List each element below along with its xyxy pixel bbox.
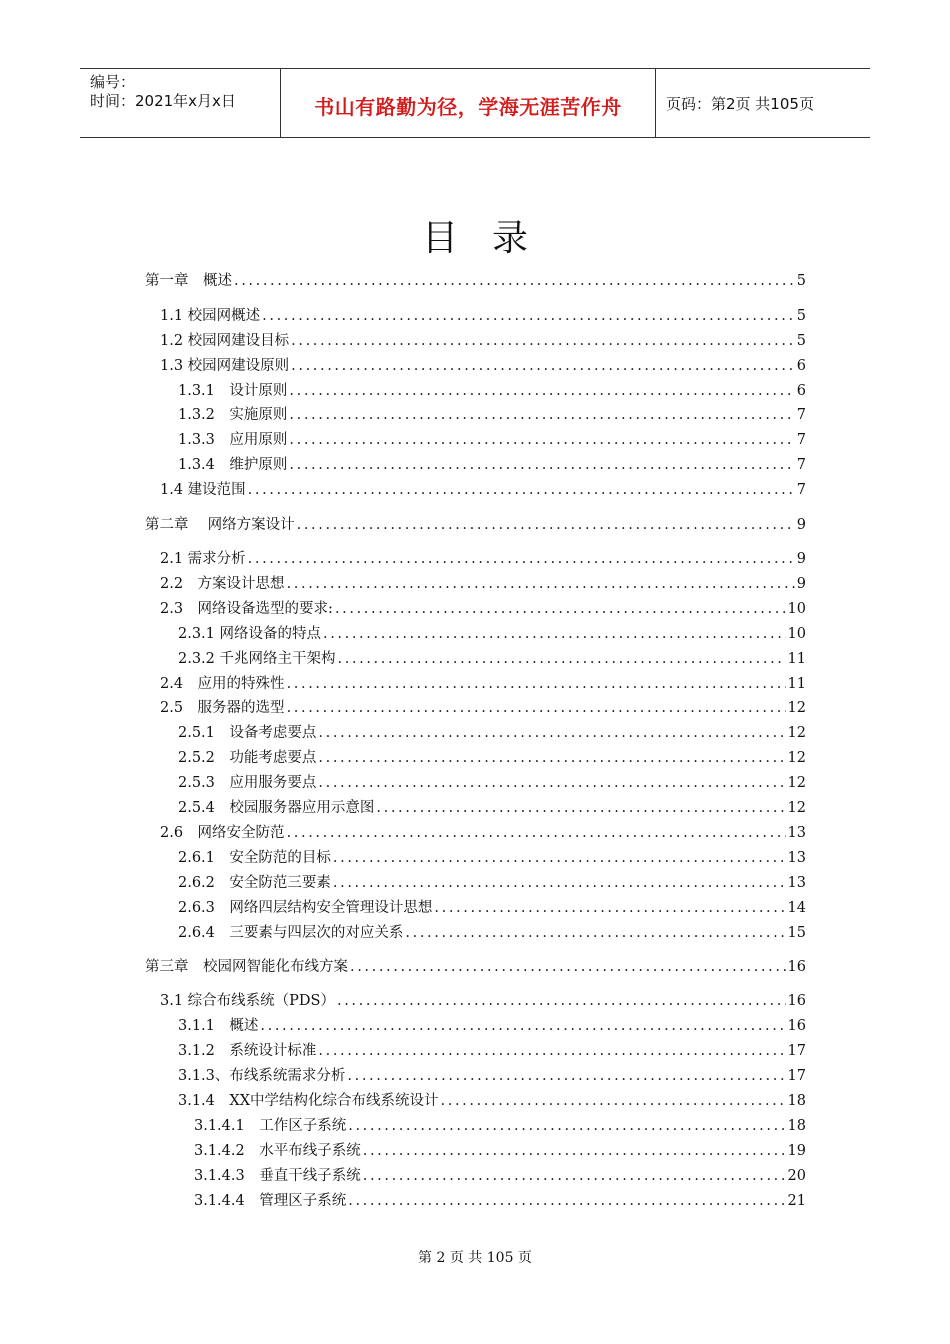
toc-entry-page: 19 <box>787 1143 806 1159</box>
toc-entry-page: 11 <box>787 651 806 667</box>
page-footer: 第 2 页 共 105 页 <box>418 1250 532 1266</box>
toc-leader <box>289 430 794 450</box>
toc-leader <box>441 1091 786 1111</box>
toc-entry-text: 2.5.3 应用服务要点 <box>178 775 317 791</box>
toc-entry-page: 5 <box>796 333 806 349</box>
toc-leader <box>348 1116 785 1136</box>
toc-entry-page: 12 <box>787 800 806 816</box>
toc-entry-page: 9 <box>796 576 806 592</box>
toc-entry-text: 3.1.2 系统设计标准 <box>178 1043 317 1059</box>
toc-entry[interactable] <box>160 549 806 569</box>
toc-entry[interactable] <box>178 773 806 793</box>
toc-entry-text: 2.5 服务器的选型 <box>160 700 285 716</box>
toc-entry[interactable] <box>145 515 806 535</box>
toc-leader <box>333 848 786 868</box>
toc-entry-text: 2.6.4 三要素与四层次的对应关系 <box>178 925 404 941</box>
toc-entry-page: 18 <box>787 1118 806 1134</box>
toc-entry[interactable] <box>178 873 806 893</box>
toc-entry-page: 12 <box>787 700 806 716</box>
toc-entry-page: 7 <box>796 457 806 473</box>
toc-leader <box>291 331 795 351</box>
toc-entry[interactable] <box>178 430 806 450</box>
toc-leader <box>287 574 795 594</box>
toc-entry-page: 16 <box>787 1018 806 1034</box>
toc-leader <box>234 271 795 291</box>
toc-entry[interactable] <box>178 923 806 943</box>
toc-leader <box>363 1141 786 1161</box>
toc-entry[interactable] <box>194 1166 806 1186</box>
toc-entry-text: 3.1.4.2 水平布线子系统 <box>194 1143 361 1159</box>
toc-leader <box>376 798 785 818</box>
toc-entry-page: 21 <box>787 1193 806 1209</box>
toc-entry[interactable] <box>178 898 806 918</box>
toc-entry[interactable] <box>145 271 806 291</box>
toc-entry-text: 第一章 概述 <box>145 273 232 289</box>
toc-entry-page: 5 <box>796 273 806 289</box>
document-number-label: 编号： <box>90 73 136 91</box>
toc-entry-page: 6 <box>796 358 806 374</box>
toc-entry-page: 7 <box>796 407 806 423</box>
toc-entry[interactable] <box>194 1141 806 1161</box>
toc-entry-text: 1.3.1 设计原则 <box>178 383 288 399</box>
toc-entry-page: 9 <box>796 517 806 533</box>
header-page-cell <box>656 69 870 137</box>
header-info-cell <box>80 69 280 137</box>
toc-entry-page: 9 <box>796 551 806 567</box>
toc-entry-text: 2.5.4 校园服务器应用示意图 <box>178 800 375 816</box>
toc-leader <box>333 873 786 893</box>
toc-entry-page: 6 <box>796 383 806 399</box>
toc-leader <box>262 306 795 326</box>
toc-entry-text: 2.6.1 安全防范的目标 <box>178 850 331 866</box>
toc-entry[interactable] <box>178 1041 806 1061</box>
toc-leader <box>323 624 786 644</box>
toc-entry-text: 3.1.4.3 垂直干线子系统 <box>194 1168 361 1184</box>
toc-entry-page: 12 <box>787 725 806 741</box>
toc-leader <box>350 957 786 977</box>
toc-entry-text: 第二章 网络方案设计 <box>145 517 295 533</box>
toc-entry-text: 2.5.1 设备考虑要点 <box>178 725 317 741</box>
toc-entry[interactable] <box>160 698 806 718</box>
toc-entry[interactable] <box>160 574 806 594</box>
toc-entry[interactable] <box>178 405 806 425</box>
toc-entry[interactable] <box>160 991 806 1011</box>
toc-entry[interactable] <box>160 823 806 843</box>
toc-entry-page: 12 <box>787 775 806 791</box>
toc-leader <box>337 991 786 1011</box>
toc-entry-page: 10 <box>787 626 806 642</box>
toc-entry-text: 2.3 网络设备选型的要求: <box>160 601 333 617</box>
toc-entry[interactable] <box>194 1191 806 1211</box>
toc-entry-text: 2.4 应用的特殊性 <box>160 676 285 692</box>
toc-leader <box>287 823 786 843</box>
header-page-info: 页码：第2页 共105页 <box>666 95 814 113</box>
toc-entry-page: 16 <box>787 959 806 975</box>
toc-entry-page: 20 <box>787 1168 806 1184</box>
toc-entry-page: 13 <box>787 825 806 841</box>
toc-leader <box>287 674 786 694</box>
toc-entry-text: 2.6 网络安全防范 <box>160 825 285 841</box>
toc-entry[interactable] <box>160 599 806 619</box>
toc-entry[interactable] <box>160 306 806 326</box>
toc-entry-text: 2.2 方案设计思想 <box>160 576 285 592</box>
toc-entry-text: 3.1 综合布线系统（PDS） <box>160 993 335 1009</box>
toc-entry[interactable] <box>160 480 806 500</box>
toc-leader <box>287 698 786 718</box>
toc-entry-page: 17 <box>787 1043 806 1059</box>
toc-entry-text: 3.1.4 XX中学结构化综合布线系统设计 <box>178 1093 439 1109</box>
toc-entry-page: 17 <box>787 1068 806 1084</box>
page-header <box>80 68 870 138</box>
toc-entry[interactable] <box>178 381 806 401</box>
toc-entry-text: 1.3.4 维护原则 <box>178 457 288 473</box>
toc-entry-page: 13 <box>787 875 806 891</box>
toc-entry-page: 13 <box>787 850 806 866</box>
toc-entry-text: 2.1 需求分析 <box>160 551 246 567</box>
toc-entry[interactable] <box>178 1091 806 1111</box>
toc-entry[interactable] <box>178 624 806 644</box>
page-title: 目录 <box>421 218 562 259</box>
toc-leader <box>347 1066 785 1086</box>
toc-entry[interactable] <box>160 356 806 376</box>
toc-entry-text: 1.3.2 实施原则 <box>178 407 288 423</box>
toc-leader <box>291 356 795 376</box>
toc-entry[interactable] <box>178 798 806 818</box>
header-motto-cell <box>280 69 656 137</box>
toc-entry[interactable] <box>178 455 806 475</box>
toc-entry[interactable] <box>194 1116 806 1136</box>
toc-entry[interactable] <box>178 848 806 868</box>
toc-entry-page: 10 <box>787 601 806 617</box>
toc-entry-text: 2.6.2 安全防范三要素 <box>178 875 331 891</box>
toc-leader <box>348 1191 785 1211</box>
toc-leader <box>248 549 795 569</box>
toc-entry-text: 1.2 校园网建设目标 <box>160 333 290 349</box>
toc-leader <box>318 723 785 743</box>
toc-entry-text: 2.5.2 功能考虑要点 <box>178 750 317 766</box>
toc-leader <box>318 773 785 793</box>
toc-entry[interactable] <box>178 1016 806 1036</box>
toc-entry[interactable] <box>178 1066 806 1086</box>
toc-leader <box>434 898 785 918</box>
toc-leader <box>289 381 794 401</box>
toc-entry[interactable] <box>178 723 806 743</box>
toc-entry-text: 2.3.1 网络设备的特点 <box>178 626 322 642</box>
toc-entry-text: 3.1.4.1 工作区子系统 <box>194 1118 347 1134</box>
toc-entry-text: 1.3 校园网建设原则 <box>160 358 290 374</box>
toc-entry-text: 2.3.2 千兆网络主干架构 <box>178 651 336 667</box>
toc-entry[interactable] <box>160 674 806 694</box>
toc-entry[interactable] <box>178 649 806 669</box>
toc-entry[interactable] <box>160 331 806 351</box>
toc-leader <box>289 405 794 425</box>
toc-entry-page: 7 <box>796 482 806 498</box>
toc-entry-text: 2.6.3 网络四层结构安全管理设计思想 <box>178 900 433 916</box>
toc-leader <box>363 1166 786 1186</box>
toc-entry-text: 1.4 建设范围 <box>160 482 246 498</box>
toc-entry-text: 第三章 校园网智能化布线方案 <box>145 959 348 975</box>
toc-entry-text: 3.1.3、布线系统需求分析 <box>178 1068 346 1084</box>
toc-leader <box>289 455 794 475</box>
toc-leader <box>260 1016 785 1036</box>
toc-leader <box>318 748 785 768</box>
toc-entry-page: 7 <box>796 432 806 448</box>
toc-entry-text: 1.3.3 应用原则 <box>178 432 288 448</box>
toc-entry-text: 1.1 校园网概述 <box>160 308 261 324</box>
toc-entry[interactable] <box>145 957 806 977</box>
toc-leader <box>338 649 786 669</box>
toc-entry-page: 18 <box>787 1093 806 1109</box>
toc-entry-text: 3.1.1 概述 <box>178 1018 259 1034</box>
toc-entry-page: 12 <box>787 750 806 766</box>
document-date: 时间：2021年x月x日 <box>90 92 236 110</box>
toc-entry[interactable] <box>178 748 806 768</box>
toc-leader <box>318 1041 785 1061</box>
toc-entry-text: 3.1.4.4 管理区子系统 <box>194 1193 347 1209</box>
toc-leader <box>405 923 785 943</box>
toc-leader <box>335 599 786 619</box>
toc-entry-page: 5 <box>796 308 806 324</box>
header-motto: 书山有路勤为径，学海无涯苦作舟 <box>314 95 622 119</box>
toc-entry-page: 15 <box>787 925 806 941</box>
toc-leader <box>297 515 795 535</box>
toc-leader <box>248 480 795 500</box>
toc-entry-page: 11 <box>787 676 806 692</box>
toc-entry-page: 16 <box>787 993 806 1009</box>
toc-entry-page: 14 <box>787 900 806 916</box>
